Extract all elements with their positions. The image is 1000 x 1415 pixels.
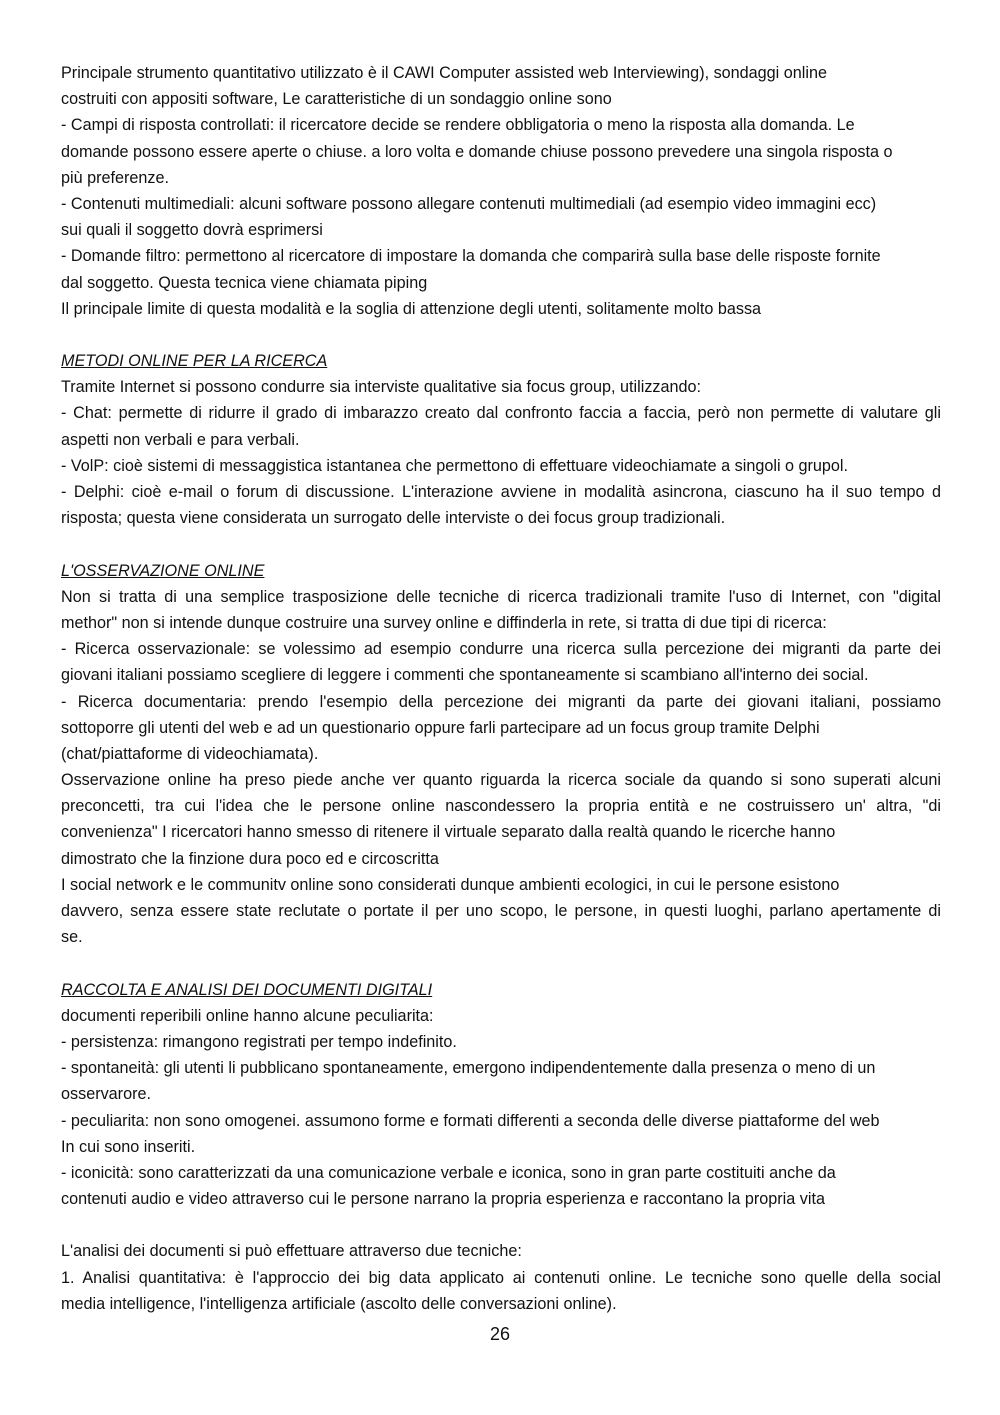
- paragraph-gap: [61, 322, 941, 348]
- text-line: Osservazione online ha preso piede anche ver quanto riguarda la ricerca sociale da quando si sono superati alcuni: [61, 771, 941, 790]
- text-line: Principale strumento quantitativo utilizzato è il CAWI Computer assisted web Interviewing), sondaggi online: [61, 64, 827, 82]
- paragraph-gap: [61, 531, 941, 557]
- text-line: Non si tratta di una semplice trasposizione delle tecniche di ricerca tradizionali tramite l'uso di Internet, con "digital: [61, 587, 941, 606]
- text-line: convenienza" I ricercatori hanno smesso di ritenere il virtuale separato dalla realtà quando le ricerche hanno: [61, 823, 836, 842]
- text-line: - Contenuti multimediali: alcuni software possono allegare contenuti multimediali (ad esempio video immagini ecc): [61, 194, 877, 213]
- text-line: dal soggetto. Questa tecnica viene chiamata piping: [61, 273, 428, 292]
- text-line: risposta; questa viene considerata un surrogato delle interviste o dei focus group tradizionali.: [61, 509, 726, 528]
- text-line: più preferenze.: [61, 168, 169, 187]
- text-line: documenti reperibili online hanno alcune peculiarita:: [61, 1006, 434, 1025]
- text-line: methor" non si intende dunque costruire una survey online e diffinderla in rete, si tratta di due tipi di ricerca:: [61, 613, 827, 632]
- text-line: - spontaneità: gli utenti li pubblicano spontaneamente, emergono indipendentemente dalla presenza o meno di un: [61, 1059, 876, 1078]
- text-line: - Chat: permette di ridurre il grado di imbarazzo creato dal confronto faccia a faccia, però non permette di valutare gli: [61, 404, 941, 423]
- text-line: sui quali il soggetto dovrà esprimersi: [61, 221, 323, 240]
- text-line: - Domande filtro: permettono al ricercatore di impostare la domanda che comparirà sulla base delle risposte fornite: [61, 247, 881, 266]
- text-line: dimostrato che la finzione dura poco ed e circoscritta: [61, 849, 439, 868]
- page-number: 26: [489, 1324, 511, 1344]
- text-line: giovani italiani possiamo scegliere di leggere i commenti che spontaneamente si scambiano all'interno dei social.: [61, 666, 869, 685]
- text-line: contenuti audio e video attraverso cui le persone narrano la propria esperienza e raccontano la propria vita: [61, 1190, 825, 1209]
- text-line: domande possono essere aperte o chiuse. a loro volta e domande chiuse possono prevedere una singola risposta o: [61, 142, 893, 161]
- text-line: osservarore.: [61, 1085, 151, 1104]
- section-heading: L'OSSERVAZIONE ONLINE: [61, 561, 265, 580]
- text-line: aspetti non verbali e para verbali.: [61, 430, 300, 449]
- text-line: costruiti con appositi software, Le caratteristiche di un sondaggio online sono: [61, 90, 612, 109]
- section-heading: METODI ONLINE PER LA RICERCA: [61, 352, 328, 371]
- document-body: [61, 60, 941, 1317]
- text-line: - Ricerca documentaria: prendo l'esempio della percezione dei migranti da parte dei giovani italiani, possiamo: [61, 692, 941, 711]
- text-line: sottoporre gli utenti del web e ad un questionario oppure farli partecipare ad un focus group tramite Delphi: [61, 718, 820, 737]
- section-heading: RACCOLTA E ANALISI DEI DOCUMENTI DIGITALI: [61, 980, 433, 999]
- text-line: se.: [61, 928, 83, 947]
- paragraph-gap: [61, 950, 941, 976]
- text-line: (chat/piattaforme di videochiamata).: [61, 744, 319, 763]
- text-line: media intelligence, l'intelligenza artificiale (ascolto delle conversazioni online).: [61, 1294, 617, 1313]
- text-line: - iconicità: sono caratterizzati da una comunicazione verbale e iconica, sono in gran parte costituiti anche da: [61, 1163, 836, 1182]
- text-line: - persistenza: rimangono registrati per tempo indefinito.: [61, 1032, 457, 1051]
- text-line: In cui sono inseriti.: [61, 1137, 196, 1156]
- text-line: - VolP: cioè sistemi di messaggistica istantanea che permettono di effettuare videochiamate a singoli o grupol.: [61, 456, 849, 475]
- text-line: - Ricerca osservazionale: se volessimo ad esempio condurre una ricerca sulla percezione dei migranti da parte dei: [61, 640, 941, 659]
- text-line: Il principale limite di questa modalità e la soglia di attenzione degli utenti, solitamente molto bassa: [61, 299, 762, 318]
- text-line: - Delphi: cioè e-mail o forum di discussione. L'interazione avviene in modalità asincrona, ciascuno ha il suo tempo d: [61, 483, 941, 501]
- text-line: Tramite Internet si possono condurre sia interviste qualitative sia focus group, utilizzando:: [61, 378, 702, 397]
- text-line: - Campi di risposta controllati: il ricercatore decide se rendere obbligatoria o meno la risposta alla domanda. Le: [61, 116, 855, 135]
- text-line: L'analisi dei documenti si può effettuare attraverso due tecniche:: [61, 1242, 522, 1261]
- text-line: 1. Analisi quantitativa: è l'approccio dei big data applicato ai contenuti online. Le tecniche sono quelle della social: [61, 1268, 941, 1287]
- text-line: preconcetti, tra cui l'idea che le persone online nascondessero la propria entità e ne costruissero un' altra, "di: [61, 797, 941, 816]
- text-line: I social network e le communitv online sono considerati dunque ambienti ecologici, in cui le persone esistono: [61, 875, 840, 894]
- paragraph-gap: [61, 1212, 941, 1238]
- text-line: - peculiarita: non sono omogenei. assumono forme e formati differenti a seconda delle diverse piattaforme del web: [61, 1111, 880, 1130]
- text-line: davvero, senza essere state reclutate o portate il per uno scopo, le persone, in questi luoghi, parlano apertamente di: [61, 902, 941, 920]
